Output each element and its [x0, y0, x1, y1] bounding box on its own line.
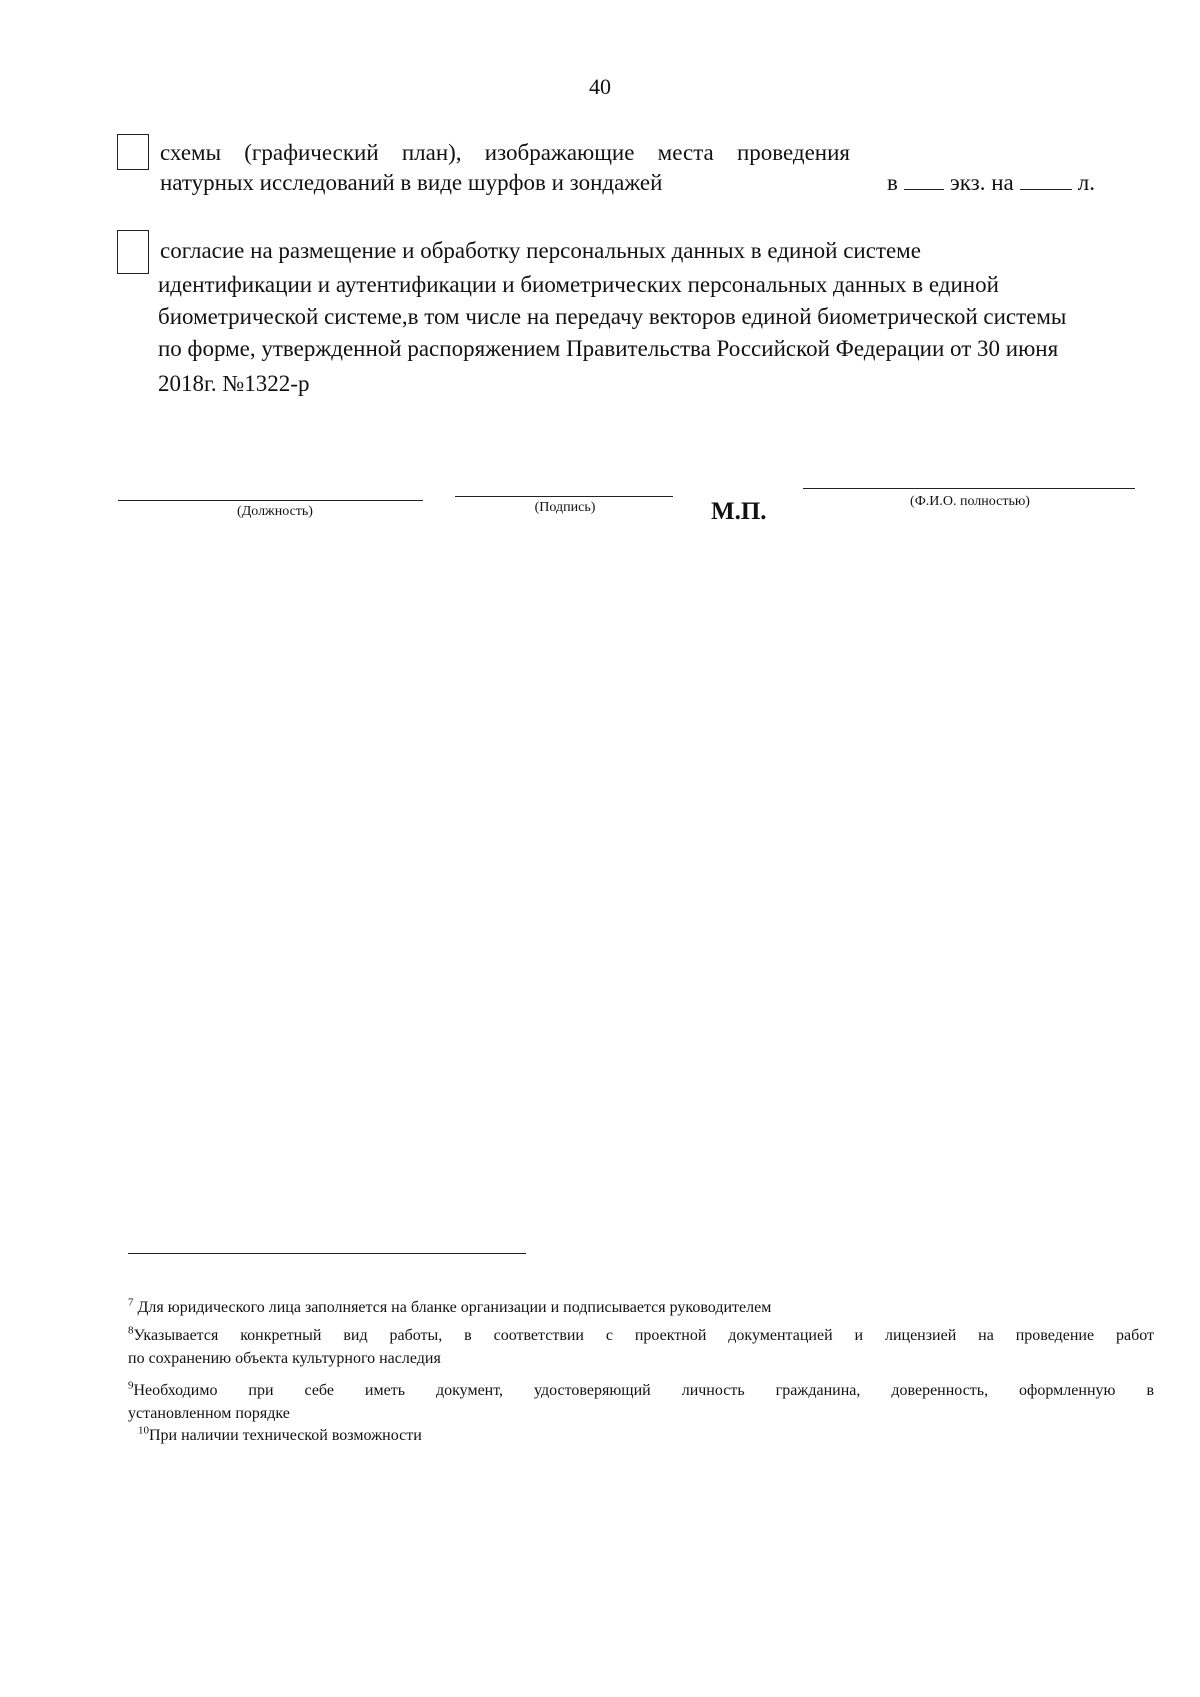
signature-label: (Подпись): [534, 500, 596, 515]
full-name-label: (Ф.И.О. полностью): [910, 494, 1030, 509]
footnote-text: Для юридического лица заполняется на бланке организации и подписывается руководителем: [137, 1299, 772, 1316]
copies-suffix: л.: [1077, 170, 1095, 195]
schemes-checkbox[interactable]: [117, 134, 149, 170]
consent-line-5: 2018г. №1322-р: [158, 371, 310, 396]
copies-prefix: в: [887, 170, 898, 195]
footnote-mark: 9: [128, 1379, 134, 1392]
footnote-7: [128, 1296, 772, 1316]
footnote-text: Указывается конкретный вид работы, в соответствии с проектной документацией и лицензией на проведение работ: [133, 1327, 1154, 1344]
signature-line[interactable]: [455, 496, 673, 497]
consent-checkbox[interactable]: [117, 230, 149, 274]
footnote-8-cont: по сохранению объекта культурного наследия: [128, 1350, 441, 1367]
schemes-line-1: схемы (графический план), изображающие места проведения: [160, 140, 850, 165]
consent-line-1: согласие на размещение и обработку персональных данных в единой системе: [160, 238, 921, 263]
footnote-mark: 10: [138, 1424, 149, 1437]
position-label: (Должность): [237, 504, 313, 519]
sheets-count-input[interactable]: [1020, 188, 1072, 190]
position-line[interactable]: [118, 500, 423, 501]
footnote-separator: [128, 1253, 526, 1254]
copies-count-input[interactable]: [904, 188, 944, 190]
page-number: 40: [589, 74, 611, 99]
consent-line-3: биометрической системе,в том числе на передачу векторов единой биометрической системы: [158, 304, 1067, 329]
footnote-text: Необходимо при себе иметь документ, удостоверяющий личность гражданина, доверенность, оформленную в: [133, 1382, 1154, 1399]
footnote-mark: 8: [128, 1324, 134, 1337]
footnote-text: При наличии технической возможности: [149, 1427, 422, 1444]
stamp-mark: М.П.: [711, 498, 767, 525]
footnote-mark: 7: [128, 1296, 134, 1309]
schemes-line-2: натурных исследований в виде шурфов и зондажей: [160, 170, 663, 195]
copies-mid: экз. на: [949, 170, 1014, 195]
footnote-8: [128, 1324, 1154, 1344]
footnote-9: [128, 1379, 1154, 1399]
consent-line-4: по форме, утвержденной распоряжением Правительства Российской Федерации от 30 июня: [158, 336, 1059, 361]
footnote-9-cont: установленном порядке: [128, 1405, 290, 1422]
full-name-line[interactable]: [803, 488, 1135, 489]
footnote-10: [138, 1424, 422, 1444]
consent-line-2: идентификации и аутентификации и биометрических персональных данных в единой: [158, 272, 999, 297]
copies-field: [887, 171, 1095, 194]
